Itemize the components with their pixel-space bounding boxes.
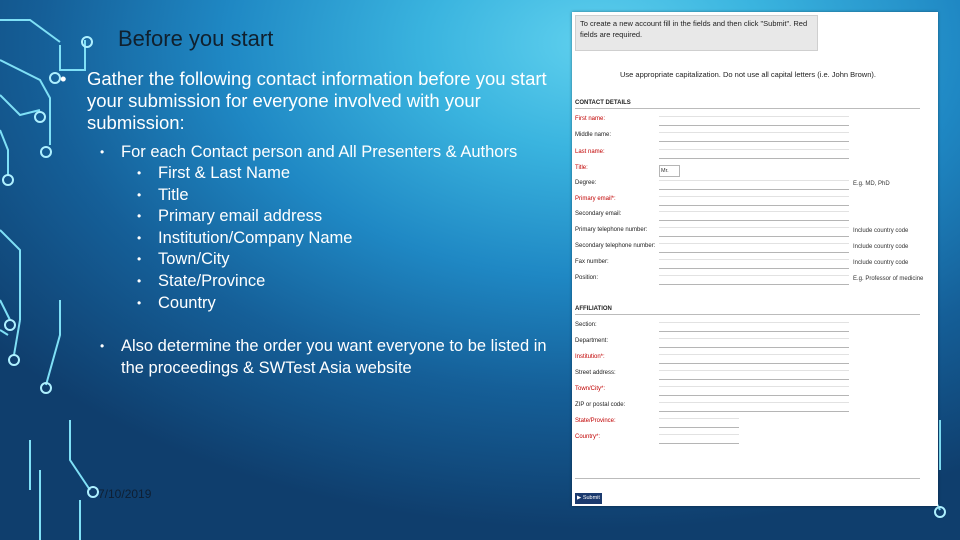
bullet-dot-icon: • bbox=[137, 166, 142, 180]
street-address-field[interactable] bbox=[659, 370, 849, 380]
section-divider bbox=[575, 478, 920, 479]
list-item-text: Title bbox=[158, 185, 189, 204]
field-label: ZIP or postal code: bbox=[575, 402, 626, 408]
secondary-email-field[interactable] bbox=[659, 211, 849, 221]
list-item bbox=[121, 206, 560, 228]
secondary-phone-field[interactable] bbox=[659, 243, 849, 253]
field-hint: E.g. Professor of medicine bbox=[853, 276, 924, 282]
form-row bbox=[575, 434, 925, 448]
field-label: State/Province: bbox=[575, 418, 616, 424]
position-field[interactable] bbox=[659, 275, 849, 285]
field-hint: Include country code bbox=[853, 244, 909, 250]
list-item bbox=[121, 249, 560, 271]
list-item-text: First & Last Name bbox=[158, 164, 291, 182]
field-label: Country*: bbox=[575, 434, 601, 440]
field-label: Street address: bbox=[575, 370, 616, 376]
field-label: Department: bbox=[575, 338, 609, 344]
field-label: Middle name: bbox=[575, 132, 612, 138]
form-row bbox=[575, 370, 925, 384]
section-field[interactable] bbox=[659, 322, 849, 332]
field-label: Institution*: bbox=[575, 354, 605, 360]
bullet-dot-icon: • bbox=[100, 145, 105, 159]
town-city-field[interactable] bbox=[659, 386, 849, 396]
form-row bbox=[575, 402, 925, 416]
title-select[interactable]: Mr. bbox=[659, 165, 680, 177]
state-province-field[interactable] bbox=[659, 418, 739, 428]
form-row bbox=[575, 227, 925, 241]
bullet-dot-icon: • bbox=[137, 230, 142, 245]
list-item bbox=[121, 293, 560, 315]
primary-email-field[interactable] bbox=[659, 196, 849, 206]
form-row bbox=[575, 338, 925, 352]
field-hint: Include country code bbox=[853, 228, 909, 234]
slide-date: 7/10/2019 bbox=[98, 487, 152, 501]
department-field[interactable] bbox=[659, 338, 849, 348]
list-item-text: State/Province bbox=[158, 271, 266, 290]
field-label: Primary email*: bbox=[575, 196, 616, 202]
last-name-field[interactable] bbox=[659, 149, 849, 159]
form-row bbox=[575, 116, 925, 130]
section-divider bbox=[575, 108, 920, 109]
field-label: Fax number: bbox=[575, 259, 609, 265]
form-row bbox=[575, 180, 925, 194]
middle-name-field[interactable] bbox=[659, 132, 849, 142]
bullet-dot-icon: • bbox=[137, 273, 142, 288]
degree-field[interactable] bbox=[659, 180, 849, 190]
list-item-text: Institution/Company Name bbox=[158, 228, 353, 247]
field-label: Title: bbox=[575, 165, 588, 171]
list-item bbox=[121, 163, 560, 185]
institution-field[interactable] bbox=[659, 354, 849, 364]
field-label: Degree: bbox=[575, 180, 597, 186]
field-label: First name: bbox=[575, 116, 606, 122]
form-row bbox=[575, 275, 925, 289]
sub-bullet-text: For each Contact person and All Presenters & Authors bbox=[121, 143, 518, 161]
sub-bullet bbox=[100, 142, 560, 163]
list-item-text: Town/City bbox=[158, 250, 230, 269]
list-item bbox=[121, 185, 560, 207]
bullet-list bbox=[60, 68, 560, 314]
bullet-dot-icon: • bbox=[100, 339, 105, 353]
bullet-dot-icon: • bbox=[137, 295, 142, 310]
primary-phone-field[interactable] bbox=[659, 227, 849, 237]
bullet-dot-icon: • bbox=[137, 252, 142, 267]
form-row bbox=[575, 211, 925, 225]
field-label: Position: bbox=[575, 275, 599, 281]
field-label: Secondary telephone number: bbox=[575, 243, 656, 249]
affiliation-header: AFFILIATION bbox=[575, 306, 612, 312]
bullet-main: • Gather the following contact information before you start your submission for everyone involved with your submission: bbox=[60, 68, 560, 134]
form-row bbox=[575, 386, 925, 400]
form-row bbox=[575, 243, 925, 257]
submit-arrow-icon: ▶ bbox=[577, 495, 582, 501]
bullet-dot-icon: • bbox=[137, 187, 142, 202]
list-item bbox=[121, 271, 560, 293]
fax-field[interactable] bbox=[659, 259, 849, 269]
field-hint: E.g. MD, PhD bbox=[853, 181, 890, 187]
form-row bbox=[575, 132, 925, 146]
zip-field[interactable] bbox=[659, 402, 849, 412]
form-notice: To create a new account fill in the fields and then click "Submit". Red fields are required. bbox=[575, 15, 818, 51]
slide-title: Before you start bbox=[118, 26, 274, 51]
submit-button-label: Submit bbox=[582, 495, 600, 501]
form-row bbox=[575, 149, 925, 163]
contact-details-header: CONTACT DETAILS bbox=[575, 100, 631, 106]
field-hint: Include country code bbox=[853, 260, 909, 266]
form-row bbox=[575, 259, 925, 273]
list-item-text: Country bbox=[158, 293, 216, 312]
list-item-text: Primary email address bbox=[158, 207, 323, 226]
form-row bbox=[575, 165, 925, 179]
form-row bbox=[575, 354, 925, 368]
field-label: Primary telephone number: bbox=[575, 227, 648, 233]
form-row bbox=[575, 196, 925, 210]
list-item bbox=[121, 228, 560, 250]
country-field[interactable] bbox=[659, 434, 739, 444]
field-label: Secondary email: bbox=[575, 211, 622, 217]
also-bullet-text: Also determine the order you want everyone to be listed in the proceedings & SWTest Asia website bbox=[121, 337, 547, 377]
form-row bbox=[575, 322, 925, 336]
field-label: Town/City*: bbox=[575, 386, 606, 392]
form-screenshot bbox=[572, 12, 938, 506]
submit-button[interactable] bbox=[575, 493, 602, 504]
field-label: Last name: bbox=[575, 149, 605, 155]
first-name-field[interactable] bbox=[659, 116, 849, 126]
capitalization-note: Use appropriate capitalization. Do not use all capital letters (i.e. John Brown). bbox=[620, 70, 876, 79]
section-divider bbox=[575, 314, 920, 315]
bullet-dot-icon: • bbox=[137, 209, 142, 224]
field-label: Section: bbox=[575, 322, 597, 328]
also-bullet bbox=[100, 336, 561, 379]
form-row bbox=[575, 418, 925, 432]
